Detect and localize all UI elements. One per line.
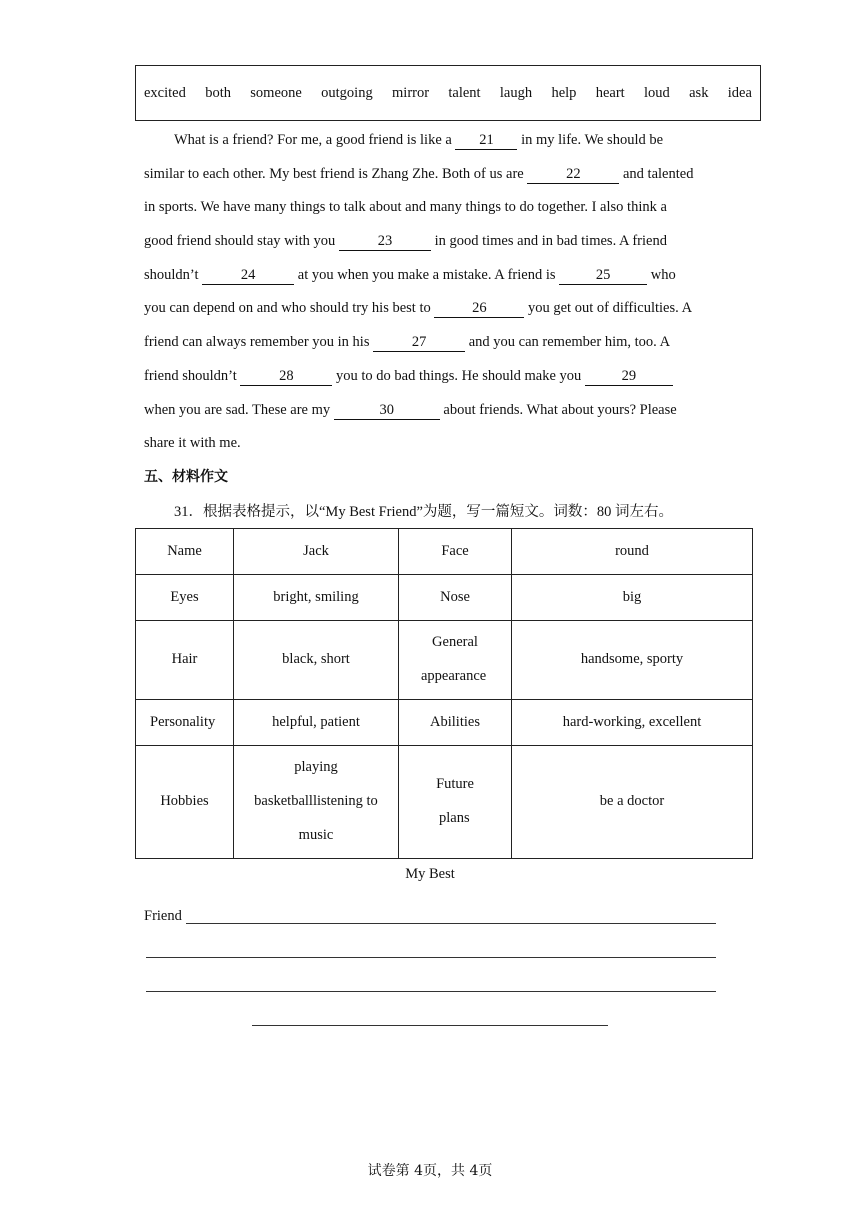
table-value: Jack (234, 529, 399, 575)
essay-title-continuation: Friend (144, 908, 182, 924)
table-key: Hobbies (136, 746, 234, 859)
passage-line: in sports. We have many things to talk about and many things to do together. I also think a (144, 199, 667, 216)
table-key: Abilities (399, 700, 512, 746)
table-key: Name (136, 529, 234, 575)
table-key: Eyes (136, 575, 234, 621)
passage-line: similar to each other. My best friend is Zhang Zhe. Both of us are 22 and talented (144, 165, 694, 182)
passage-line: share it with me. (144, 435, 241, 452)
blank-27[interactable]: 27 (373, 334, 465, 352)
table-value: round (512, 529, 753, 575)
table-key: Face (399, 529, 512, 575)
table-row (136, 746, 753, 859)
table-row (136, 529, 753, 575)
writing-line[interactable] (144, 898, 724, 932)
word-bank-item: excited (144, 84, 186, 101)
word-bank (135, 65, 761, 121)
word-bank-item: heart (595, 84, 625, 101)
table-value: black, short (234, 621, 399, 700)
table-value: handsome, sporty (512, 621, 753, 700)
info-table (135, 528, 753, 859)
table-key: Hair (136, 621, 234, 700)
table-key: Future plans (399, 746, 512, 859)
writing-area[interactable] (144, 898, 724, 1034)
page-footer: 试卷第 4页，共 4页 (367, 1163, 493, 1179)
blank-24[interactable]: 24 (202, 267, 294, 285)
blank-28[interactable]: 28 (240, 368, 332, 386)
word-bank-item: loud (644, 84, 670, 101)
blank-23[interactable]: 23 (339, 233, 431, 251)
table-value: bright, smiling (234, 575, 399, 621)
word-bank-item: laugh (499, 84, 533, 101)
table-value: playing basketballlistening to music (234, 746, 399, 859)
question-instruction: 31．根据表格提示，以“My Best Friend”为题，写一篇短文。词数：80 词左右。 (174, 504, 674, 520)
table-key: General appearance (399, 621, 512, 700)
word-bank-item: outgoing (321, 84, 373, 101)
word-bank-item: help (551, 84, 577, 101)
word-bank-item: idea (727, 84, 752, 101)
cloze-passage (144, 124, 724, 461)
table-value: be a doctor (512, 746, 753, 859)
passage-line: friend can always remember you in his 27 and you can remember him, too. A (144, 334, 671, 351)
table-key: Nose (399, 575, 512, 621)
table-row (136, 575, 753, 621)
table-value: big (512, 575, 753, 621)
blank-25[interactable]: 25 (559, 267, 647, 285)
passage-line: shouldn’t 24 at you when you make a mistake. A friend is 25 who (144, 266, 676, 283)
passage-line: when you are sad. These are my 30 about friends. What about yours? Please (144, 401, 677, 418)
word-bank-item: ask (689, 84, 709, 101)
blank-29[interactable]: 29 (585, 368, 673, 386)
table-row (136, 700, 753, 746)
table-value: hard-working, excellent (512, 700, 753, 746)
table-value: helpful, patient (234, 700, 399, 746)
writing-line[interactable] (144, 966, 724, 1000)
blank-21[interactable]: 21 (455, 132, 517, 150)
blank-22[interactable]: 22 (527, 166, 619, 184)
writing-line[interactable] (144, 932, 724, 966)
table-key: Personality (136, 700, 234, 746)
blank-30[interactable]: 30 (334, 402, 440, 420)
word-bank-item: someone (250, 84, 302, 101)
passage-line: friend shouldn’t 28 you to do bad things. He should make you 29 (144, 360, 724, 394)
blank-26[interactable]: 26 (434, 300, 524, 318)
writing-line[interactable] (144, 1000, 724, 1034)
word-bank-item: talent (448, 84, 481, 101)
word-bank-item: mirror (392, 84, 430, 101)
essay-title: My Best (405, 866, 455, 882)
table-row (136, 621, 753, 700)
section-heading: 五、材料作文 (144, 469, 228, 485)
passage-line: What is a friend? For me, a good friend is like a 21 in my life. We should be (174, 132, 664, 148)
passage-line: you can depend on and who should try his best to 26 you get out of difficulties. A (144, 300, 693, 317)
word-bank-item: both (205, 84, 231, 101)
passage-line: good friend should stay with you 23 in good times and in bad times. A friend (144, 233, 667, 250)
